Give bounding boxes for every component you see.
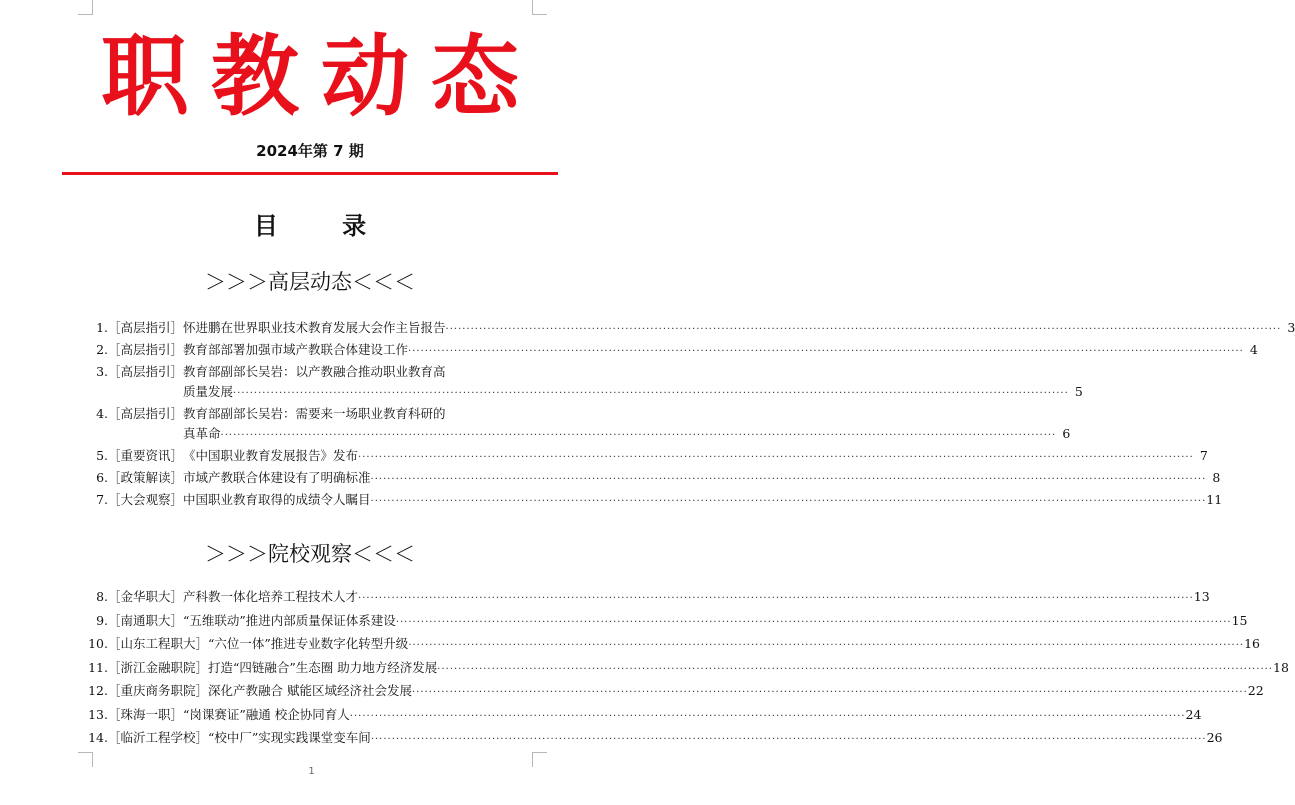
dot-leader: ········································································································································································································ (349, 710, 1186, 722)
toc-entry[interactable] (84, 318, 1295, 340)
entry-page-number: 8 (1212, 470, 1221, 485)
dot-leader: ········································································································································································································ (358, 452, 1194, 463)
entry-number: 8. (96, 589, 108, 604)
entry-page-number: 18 (1273, 659, 1289, 675)
entry-page-number: 11 (1206, 492, 1223, 507)
entry-number: 10. (88, 636, 108, 651)
entry-number: 5. (96, 448, 108, 463)
entry-number: 1. (96, 320, 108, 335)
entry-title: “六位一体”推进专业数字化转型升级 (208, 636, 409, 651)
entry-page-number: 22 (1247, 683, 1264, 698)
entry-page-number: 15 (1231, 612, 1248, 628)
dot-leader: ········································································································································································································ (437, 663, 1274, 675)
entry-number: 14. (88, 730, 108, 745)
toc-entry[interactable] (84, 586, 1210, 610)
entry-number: 13. (88, 706, 108, 722)
toc-entry[interactable] (84, 680, 1264, 704)
entry-category-tag: ［珠海一职］ (108, 706, 184, 722)
toc-entry[interactable] (84, 468, 1221, 490)
entry-title: 教育部部署加强市域产教联合体建设工作 (183, 342, 409, 357)
entry-number: 12. (88, 683, 108, 698)
entry-page-number: 7 (1199, 448, 1208, 463)
entry-title: 中国职业教育取得的成绩令人瞩目 (183, 492, 371, 507)
entry-title: 教育部副部长吴岩：需要来一场职业教育科研的 (183, 406, 446, 421)
entry-title: 《中国职业教育发展报告》发布 (183, 448, 359, 463)
entry-category-tag: ［重要资讯］ (108, 448, 184, 463)
entry-number: 2. (96, 342, 108, 357)
entry-category-tag: ［政策解读］ (108, 470, 184, 485)
entry-category-tag: ［大会观察］ (108, 492, 184, 507)
entry-title: “校中厂”实现实践课堂变车间 (208, 730, 371, 745)
section-heading-leadership: ＞＞＞高层动态＜＜＜ (205, 270, 415, 294)
toc-entry[interactable] (84, 610, 1248, 634)
toc-entry[interactable] (84, 490, 1223, 512)
toc-entry[interactable] (84, 727, 1223, 751)
toc-title: 目 录 (253, 212, 395, 240)
entry-category-tag: ［重庆商务职院］ (108, 683, 209, 698)
toc-entry[interactable] (84, 404, 1071, 446)
toc-entry[interactable] (84, 362, 1083, 404)
entry-category-tag: ［高层指引］ (108, 320, 184, 335)
red-divider (62, 172, 558, 175)
entry-number: 6. (96, 470, 108, 485)
entry-category-tag: ［山东工程职大］ (108, 636, 209, 651)
entry-page-number: 26 (1206, 730, 1223, 745)
entry-category-tag: ［金华职大］ (108, 589, 184, 604)
dot-leader: ········································································································································································································ (445, 324, 1282, 335)
dot-leader: ········································································································································································································ (370, 496, 1207, 507)
toc-entry[interactable] (84, 446, 1208, 468)
crop-mark-bottom-left (78, 752, 93, 767)
entry-category-tag: ［高层指引］ (108, 406, 184, 421)
dot-leader: ········································································································································································································ (370, 474, 1207, 485)
entry-title: 产科教一体化培养工程技术人才 (183, 589, 359, 604)
entry-page-number: 4 (1249, 342, 1258, 357)
entry-number: 7. (96, 492, 108, 507)
dot-leader: ········································································································································································································ (370, 734, 1207, 745)
entry-page-number: 13 (1193, 589, 1210, 604)
crop-mark-bottom-right (532, 752, 547, 767)
toc-entry[interactable] (84, 633, 1260, 657)
entry-page-number: 5 (1074, 384, 1083, 399)
entry-number: 11. (88, 659, 108, 675)
dot-leader: ········································································································································································································ (408, 346, 1244, 357)
dot-leader: ········································································································································································································ (233, 388, 1069, 399)
dot-leader: ········································································································································································································ (412, 687, 1248, 698)
entry-title: “五维联动”推进内部质量保证体系建设 (183, 612, 396, 628)
entry-category-tag: ［高层指引］ (108, 364, 184, 379)
dot-leader: ········································································································································································································ (408, 640, 1245, 651)
masthead-title: 职教动态 (100, 25, 541, 128)
section-heading-schools: ＞＞＞院校观察＜＜＜ (205, 542, 415, 566)
dot-leader: ········································································································································································································ (395, 616, 1232, 628)
toc-list-schools (84, 586, 1289, 751)
entry-title: “岗课赛证”融通 校企协同育人 (183, 706, 350, 722)
entry-page-number: 16 (1244, 636, 1260, 651)
entry-number: 9. (96, 612, 108, 628)
entry-number: 3. (96, 364, 108, 379)
entry-title: 打造“四链融合”生态圈 助力地方经济发展 (208, 659, 438, 675)
entry-title: 怀进鹏在世界职业技术教育发展大会作主旨报告 (183, 320, 446, 335)
entry-page-number: 3 (1287, 320, 1295, 335)
toc-list-leadership (84, 318, 1295, 512)
entry-title-continued: 质量发展 (183, 384, 234, 399)
crop-mark-top-right (532, 0, 547, 15)
entry-category-tag: ［南通职大］ (108, 612, 184, 628)
entry-category-tag: ［浙江金融职院］ (108, 659, 209, 675)
entry-title: 教育部副部长吴岩：以产教融合推动职业教育高 (183, 364, 446, 379)
entry-title-continued: 真革命 (183, 426, 221, 441)
dot-leader: ········································································································································································································ (220, 430, 1057, 441)
page-number: 1 (308, 766, 315, 777)
toc-entry[interactable] (84, 704, 1202, 728)
entry-number: 4. (96, 406, 108, 421)
toc-entry[interactable] (84, 340, 1258, 362)
entry-page-number: 6 (1062, 426, 1071, 441)
entry-page-number: 24 (1185, 706, 1202, 722)
toc-entry[interactable] (84, 657, 1289, 681)
entry-title: 深化产教融合 赋能区域经济社会发展 (208, 683, 412, 698)
entry-category-tag: ［临沂工程学校］ (108, 730, 209, 745)
crop-mark-top-left (78, 0, 93, 15)
issue-number: 2024年第 7 期 (256, 142, 364, 160)
entry-title: 市域产教联合体建设有了明确标准 (183, 470, 371, 485)
entry-category-tag: ［高层指引］ (108, 342, 184, 357)
dot-leader: ········································································································································································································ (358, 593, 1194, 604)
